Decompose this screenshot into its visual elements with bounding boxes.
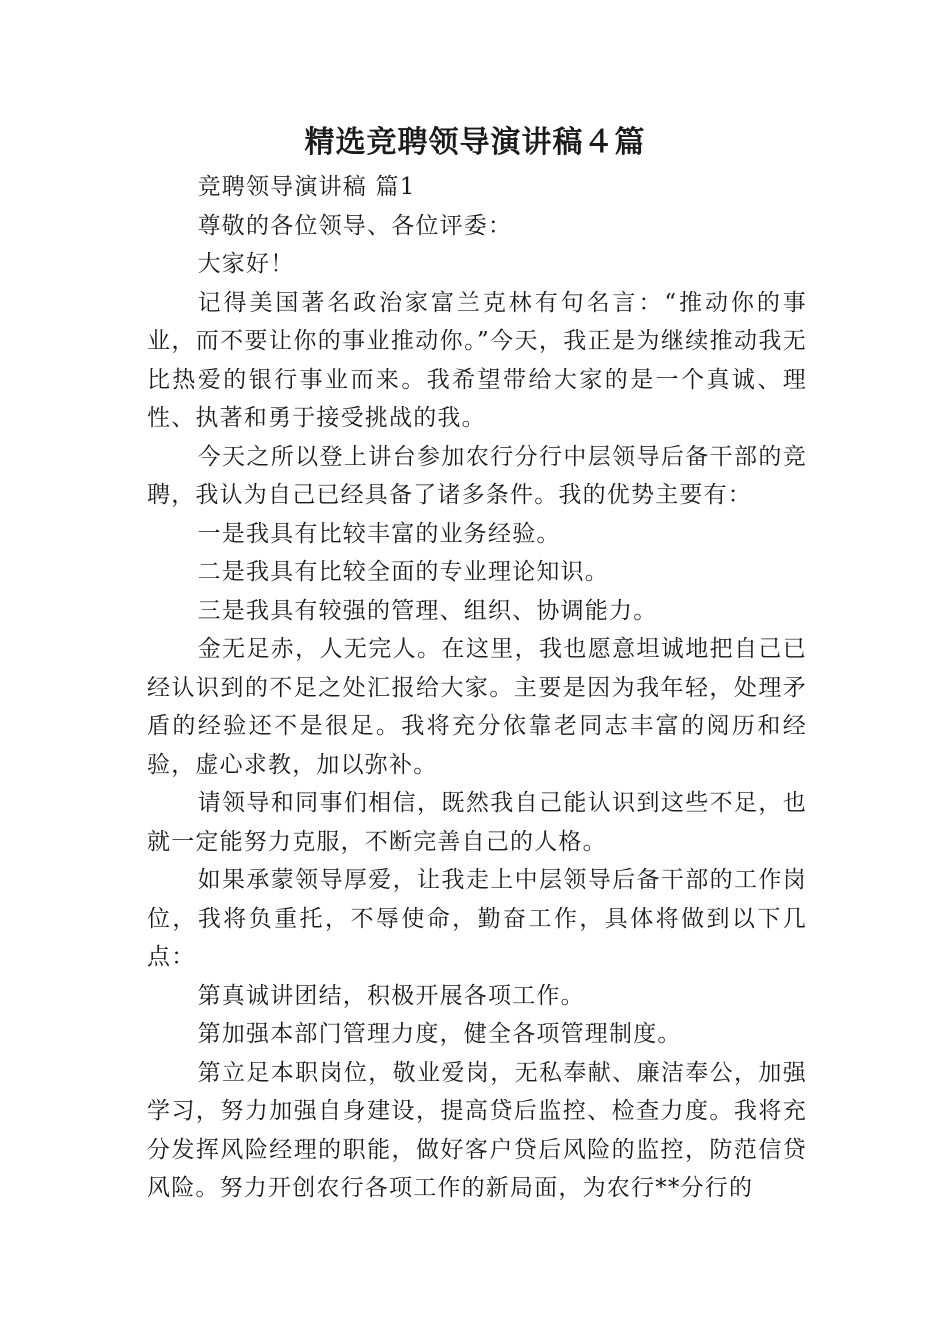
paragraph: 第加强本部门管理力度，健全各项管理制度。 — [197, 1021, 682, 1047]
paragraph: 第真诚讲团结，积极开展各项工作。 — [197, 982, 585, 1009]
paragraph: 金无足赤，人无完人。在这里，我也愿意坦诚地把自己已经认识到的不足之处汇报给大家。主要是因为我年轻，处理矛盾的经验还不是很足。我将充分依靠老同志丰富的阅历和经验，虚心求教，加以弥补。 — [147, 636, 807, 778]
paragraph: 如果承蒙领导厚爱，让我走上中层领导后备干部的工作岗位，我将负重托，不辱使命，勤奋工作，具体将做到以下几点： — [147, 867, 807, 970]
paragraph: 第立足本职岗位，敬业爱岗，无私奉献、廉洁奉公，加强学习，努力加强自身建设，提高贷后监控、检查力度。我将充分发挥风险经理的职能，做好客户贷后风险的监控，防范信贷风险。努力开创农行各项工作的新局面，为农行**分行的 — [147, 1059, 807, 1201]
paragraph: 二是我具有比较全面的专业理论知识。 — [197, 559, 609, 585]
greeting: 大家好！ — [197, 251, 295, 277]
paragraph: 记得美国著名政治家富兰克林有句名言：“推动你的事业，而不要让你的事业推动你。”今天，我正是为继续推动我无比热爱的银行事业而来。我希望带给大家的是一个真诚、理性、执著和勇于接受挑战的我。 — [147, 289, 807, 431]
document-body — [147, 168, 807, 1208]
paragraph: 三是我具有较强的管理、组织、协调能力。 — [197, 597, 658, 624]
section-heading: 竞聘领导演讲稿 篇1 — [197, 174, 416, 200]
salutation: 尊敬的各位领导、各位评委： — [197, 212, 513, 239]
document-title: 精选竞聘领导演讲稿４篇 — [304, 125, 646, 160]
paragraph: 请领导和同事们相信，既然我自己能认识到这些不足，也就一定能努力克服，不断完善自己的人格。 — [147, 790, 807, 855]
paragraph: 今天之所以登上讲台参加农行分行中层领导后备干部的竞聘，我认为自己已经具备了诸多条件。我的优势主要有： — [147, 443, 807, 508]
paragraph: 一是我具有比较丰富的业务经验。 — [197, 520, 561, 547]
